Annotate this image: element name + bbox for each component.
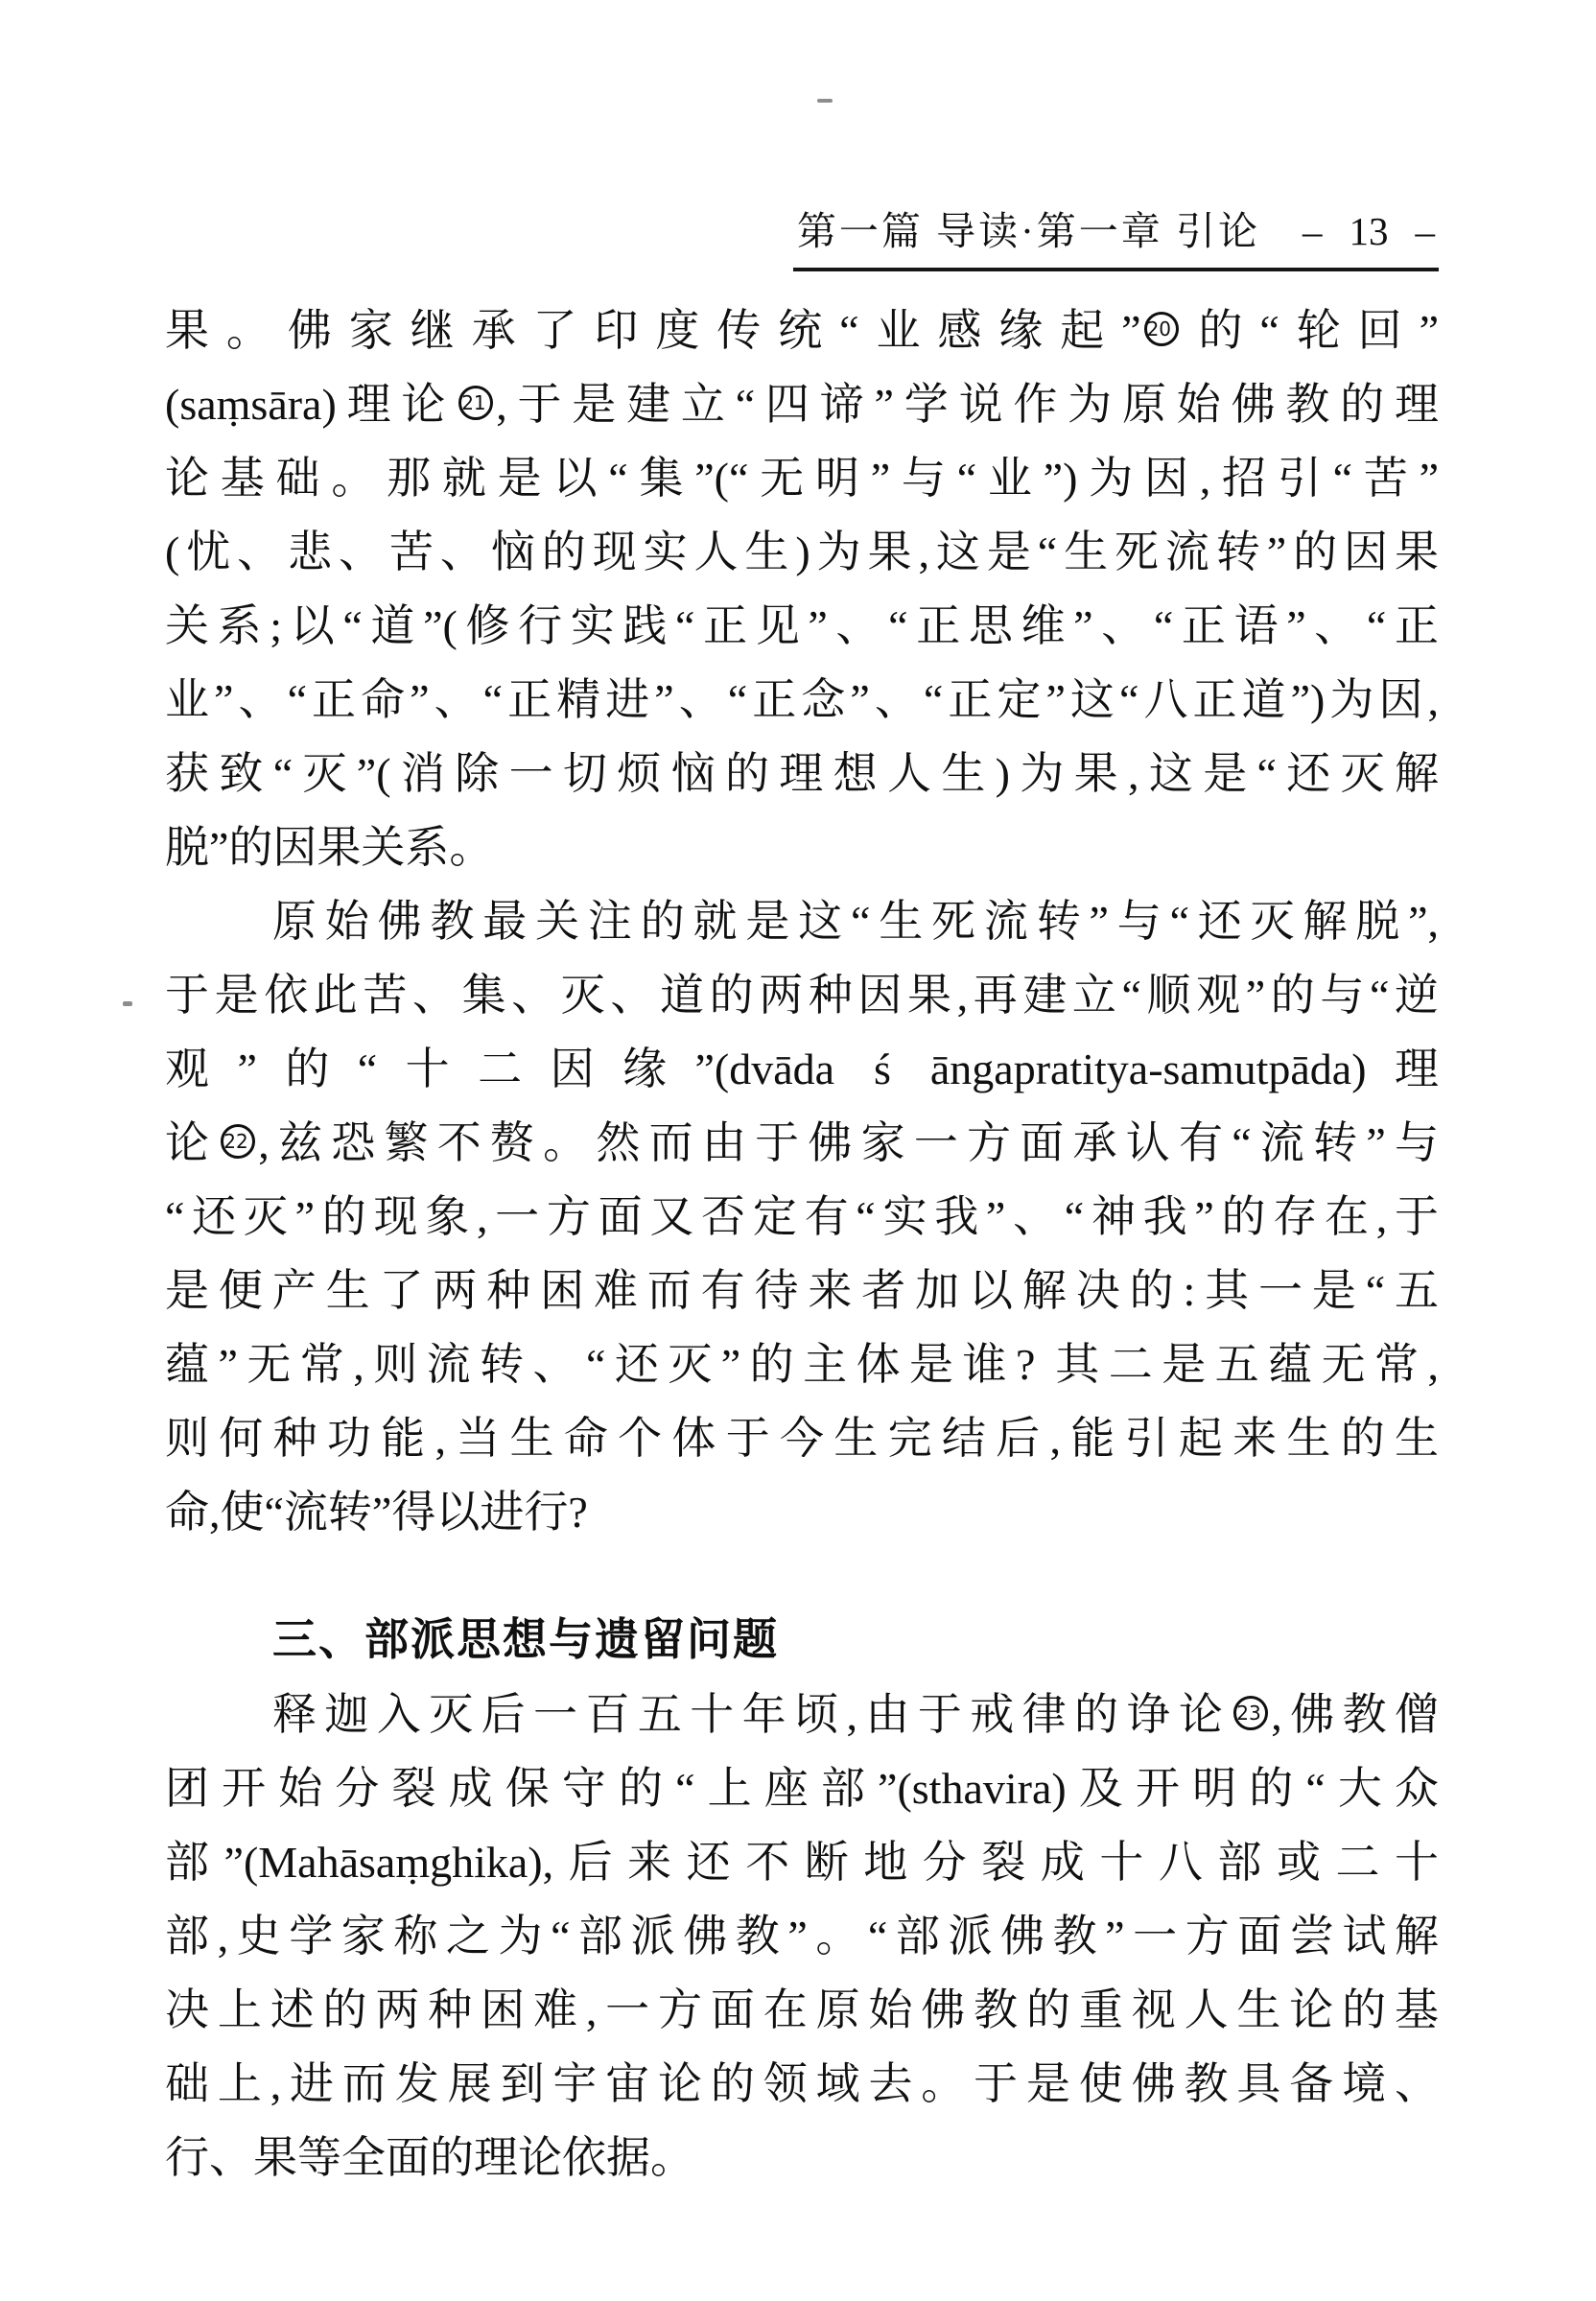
text-line: 关系;以“道”(修行实践“正见”、“正思维”、“正语”、“正 xyxy=(165,601,1439,650)
text-line: 于是依此苦、集、灭、道的两种因果,再建立“顺观”的与“逆 xyxy=(165,971,1439,1020)
text-line: (忧、悲、苦、恼的现实人生)为果,这是“生死流转”的因果 xyxy=(165,528,1439,576)
text-line: 决上述的两种困难,一方面在原始佛教的重视人生论的基 xyxy=(165,1985,1439,2034)
vertical-spacer xyxy=(165,1549,1439,1603)
text-line: 行、果等全面的理论依据。 xyxy=(165,2133,694,2182)
text-line: 观”的“十二因缘”(dvāda ś āngapratitya-samutpāda)理 xyxy=(165,1045,1439,1093)
running-header xyxy=(793,200,1439,271)
text-line: 则何种功能,当生命个体于今生完结后,能引起来生的生 xyxy=(165,1414,1439,1463)
text-line: “还灭”的现象,一方面又否定有“实我”、“神我”的存在,于 xyxy=(165,1192,1439,1241)
footnote-marker: 22 xyxy=(221,1124,255,1159)
text-line: 论 $^{22}$ ,兹恐繁不赘。然而由于佛家一方面承认有“流转”与 xyxy=(165,1118,1440,1167)
header-dash-left: – xyxy=(1303,209,1323,253)
text-line: 础上,进而发展到宇宙论的领域去。于是使佛教具备境、 xyxy=(165,2059,1439,2108)
header-dash-right: – xyxy=(1415,209,1435,253)
text-line: 原始佛教最关注的就是这“生死流转”与“还灭解脱”, xyxy=(272,897,1439,946)
text-line: 脱”的因果关系。 xyxy=(165,823,494,872)
section-heading: 三、部派思想与遗留问题 xyxy=(272,1615,779,1664)
text-line: 业”、“正命”、“正精进”、“正念”、“正定”这“八正道”)为因, xyxy=(165,675,1439,724)
text-line: 释迦入灭后一百五十年顷,由于戒律的诤论 $^{23}$ ,佛教僧 xyxy=(272,1690,1440,1739)
page-number: 13 xyxy=(1349,209,1389,253)
text-line: 获致“灭”(消除一切烦恼的理想人生)为果,这是“还灭解 xyxy=(165,749,1439,798)
text-line: 是便产生了两种困难而有待来者加以解决的:其一是“五 xyxy=(165,1266,1439,1315)
text-line: 蕴”无常,则流转、“还灭”的主体是谁? 其二是五蕴无常, xyxy=(165,1340,1439,1389)
text-line: 果。佛家继承了印度传统“业感缘起” $^{20}$ 的“轮回” xyxy=(165,306,1439,355)
text-line: 团开始分裂成保守的“上座部”(sthavira)及开明的“大众 xyxy=(165,1764,1439,1813)
body-text xyxy=(165,293,1439,2195)
footnote-marker: 21 xyxy=(458,386,493,420)
scan-speck-margin xyxy=(123,1001,132,1006)
text-line: 论基础。那就是以“集”(“无明”与“业”)为因,招引“苦” xyxy=(165,454,1439,503)
text-line: 命,使“流转”得以进行? xyxy=(165,1488,588,1537)
footnote-marker: 20 xyxy=(1144,312,1179,346)
header-page-number-group xyxy=(1303,208,1435,254)
footnote-marker: 23 xyxy=(1233,1696,1268,1730)
header-section-title: 第一篇 导读·第一章 引论 xyxy=(796,209,1260,253)
text-line: 部,史学家称之为“部派佛教”。“部派佛教”一方面尝试解 xyxy=(165,1912,1439,1961)
text-line: 部”(Mahāsaṃghika),后来还不断地分裂成十八部或二十 xyxy=(165,1838,1439,1887)
text-line: (saṃsāra)理论 $^{21}$ ,于是建立“四谛”学说作为原始佛教的理 xyxy=(165,380,1439,429)
scan-speck-top xyxy=(817,99,833,103)
